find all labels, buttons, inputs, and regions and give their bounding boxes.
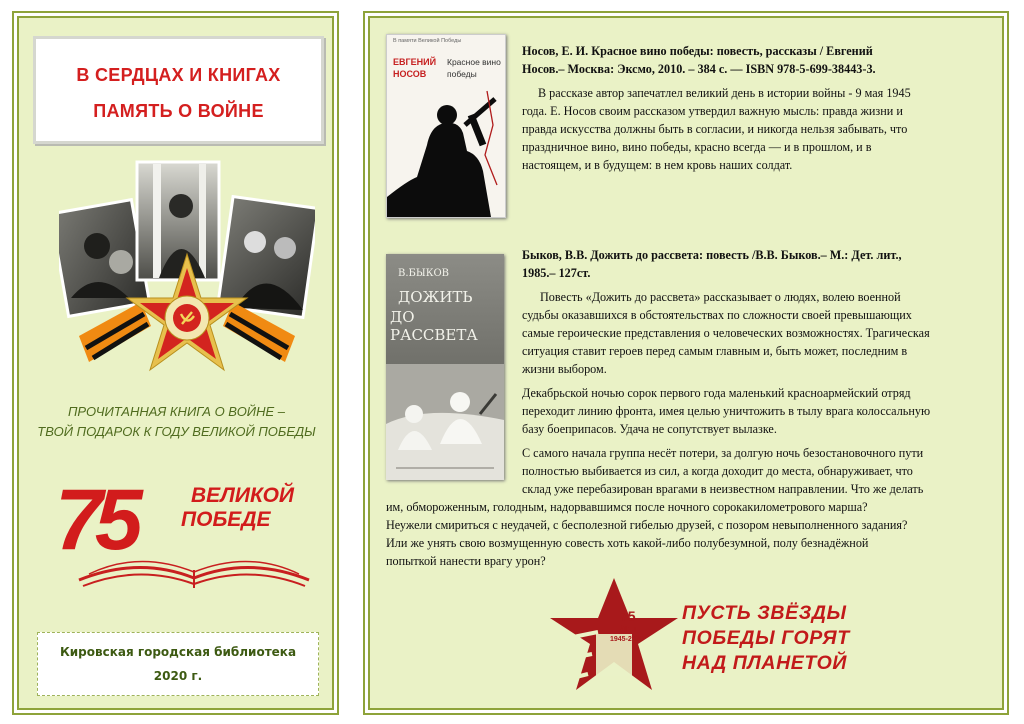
victory-star-icon: [538, 574, 688, 696]
title-line-2: ПАМЯТЬ О ВОЙНЕ: [93, 101, 264, 121]
book1-citation-2: Носов.– Москва: Эксмо, 2010. – 384 с. — ISBN 978-5-699-38443-3.: [522, 62, 876, 76]
book2-p1-4: ситуация ставит героев перед самым главным и, быть может, последним в: [522, 344, 908, 358]
anniversary-line-1: ВЕЛИКОЙ: [191, 484, 295, 507]
footer-slogan-2: ПОБЕДЫ ГОРЯТ: [682, 627, 850, 649]
slogan-line-2: ТВОЙ ПОДАРОК К ГОДУ ВЕЛИКОЙ ПОБЕДЫ: [37, 424, 316, 439]
book2-p3-1: С самого начала группа несёт потери, за долгую ночь безостановочного пути: [522, 446, 924, 460]
book2-citation-1: Быков, В.В. Дожить до рассвета: повесть /В.В. Быков.– М.: Дет. лит.,: [522, 248, 902, 262]
right-panel: [368, 16, 1004, 710]
book1-desc-3: правда искусства должны быть в согласии, и никогда нельзя забывать, что: [522, 122, 908, 136]
anniversary-logo: [49, 472, 319, 590]
book2-p3-4: им, обмороженным, голодным, надорвавшимся после ночного сорокакилометрового марша?: [386, 500, 868, 514]
book2-p2-3: базу боеприпасов. Удача не сопутствует вылазке.: [522, 422, 777, 436]
winter-soldiers-image: [386, 364, 504, 480]
book2-p2-1: Декабрьской ночью сорок первого года маленький красноармейский отряд: [522, 386, 911, 400]
book-cover-bykov: [386, 254, 504, 480]
book2-p1-1: Повесть «Дожить до рассвета» рассказывает о людях, волею военной: [540, 290, 901, 304]
library-name: Кировская городская библиотека: [59, 645, 297, 659]
star-unit: ЛЕТ: [620, 624, 638, 634]
cover-title-2: победы: [447, 69, 477, 79]
footer-slogan-1: ПУСТЬ ЗВЁЗДЫ: [682, 602, 847, 624]
book2-p1-5: жизни выбором.: [522, 362, 607, 376]
footer-slogan-3: НАД ПЛАНЕТОЙ: [682, 652, 848, 674]
cover-title-bykov-1: ДОЖИТЬ: [398, 288, 473, 306]
open-book-icon: [69, 550, 319, 590]
left-panel: [17, 16, 334, 710]
book1-desc-5: настоящем, и в будущем: в нем кровь наших солдат.: [522, 158, 793, 172]
book1-desc-2: года. Е. Носов своим рассказом утвердил важную мысль: правда жизни и: [522, 104, 903, 118]
cover-title-bykov-2: ДО РАССВЕТА: [390, 308, 478, 344]
book2-p3-3: склад уже перебазирован врагами в неизвестном направлении. Что же делать: [522, 482, 924, 496]
title-line-1: В СЕРДЦАХ И КНИГАХ: [76, 65, 281, 85]
book1-desc-1: В рассказе автор запечатлел великий день в истории войны - 9 мая 1945: [538, 86, 911, 100]
book2-p2-2: переходит линию фронта, имея целью уничтожить в тылу врага колоссальную: [522, 404, 931, 418]
book-cover-nosov: [386, 34, 506, 218]
book2-p3-6: Или же унять свою возмущенную совесть хоть какой-либо полубезумной, полу безнадёжной: [386, 536, 869, 550]
cover-author-bykov: В.БЫКОВ: [398, 268, 450, 279]
book1-citation-1: Носов, Е. И. Красное вино победы: повесть, рассказы / Евгений: [522, 44, 873, 58]
book2-p1-2: судьбы оказавшихся в обстоятельствах по сложности своей превышающих: [522, 308, 912, 322]
book2-p1-3: самые героические представления о человеческих возможностях. Трагическая: [522, 326, 930, 340]
anniversary-line-2: ПОБЕДЕ: [181, 508, 271, 531]
library-box: [37, 632, 319, 696]
cover-author-last: НОСОВ: [393, 69, 427, 79]
book1-desc-4: праздничное вино, вино победы, красно всегда — и в прошлом, и в: [522, 140, 872, 154]
soldier-silhouette: [387, 85, 505, 217]
anniversary-number: 75: [55, 472, 135, 568]
cover-title-1: Красное вино: [447, 57, 501, 67]
book2-p3-7: попыткой нанести врагу урон?: [386, 554, 546, 568]
book2-p3-2: полностью выбивается из сил, а когда доходит до места, обнаруживает, что: [522, 464, 913, 478]
book2-p3-5: Неужели смириться с неудачей, с бесполезной гибелью друзей, с позором невыполненного задания?: [386, 518, 908, 532]
cover-series: В памяти Великой Победы: [393, 38, 462, 44]
star-number: 75: [620, 608, 636, 624]
cover-author-first: ЕВГЕНИЙ: [393, 57, 437, 67]
war-photo-collage: [59, 158, 315, 378]
book2-citation-2: 1985.– 127ст.: [522, 266, 591, 280]
star-years: 1945-2020: [610, 636, 644, 643]
title-box: [33, 36, 324, 144]
slogan-line-1: ПРОЧИТАННАЯ КНИГА О ВОЙНЕ –: [67, 404, 286, 419]
photo-center: [137, 162, 219, 280]
library-year: 2020 г.: [153, 669, 203, 683]
